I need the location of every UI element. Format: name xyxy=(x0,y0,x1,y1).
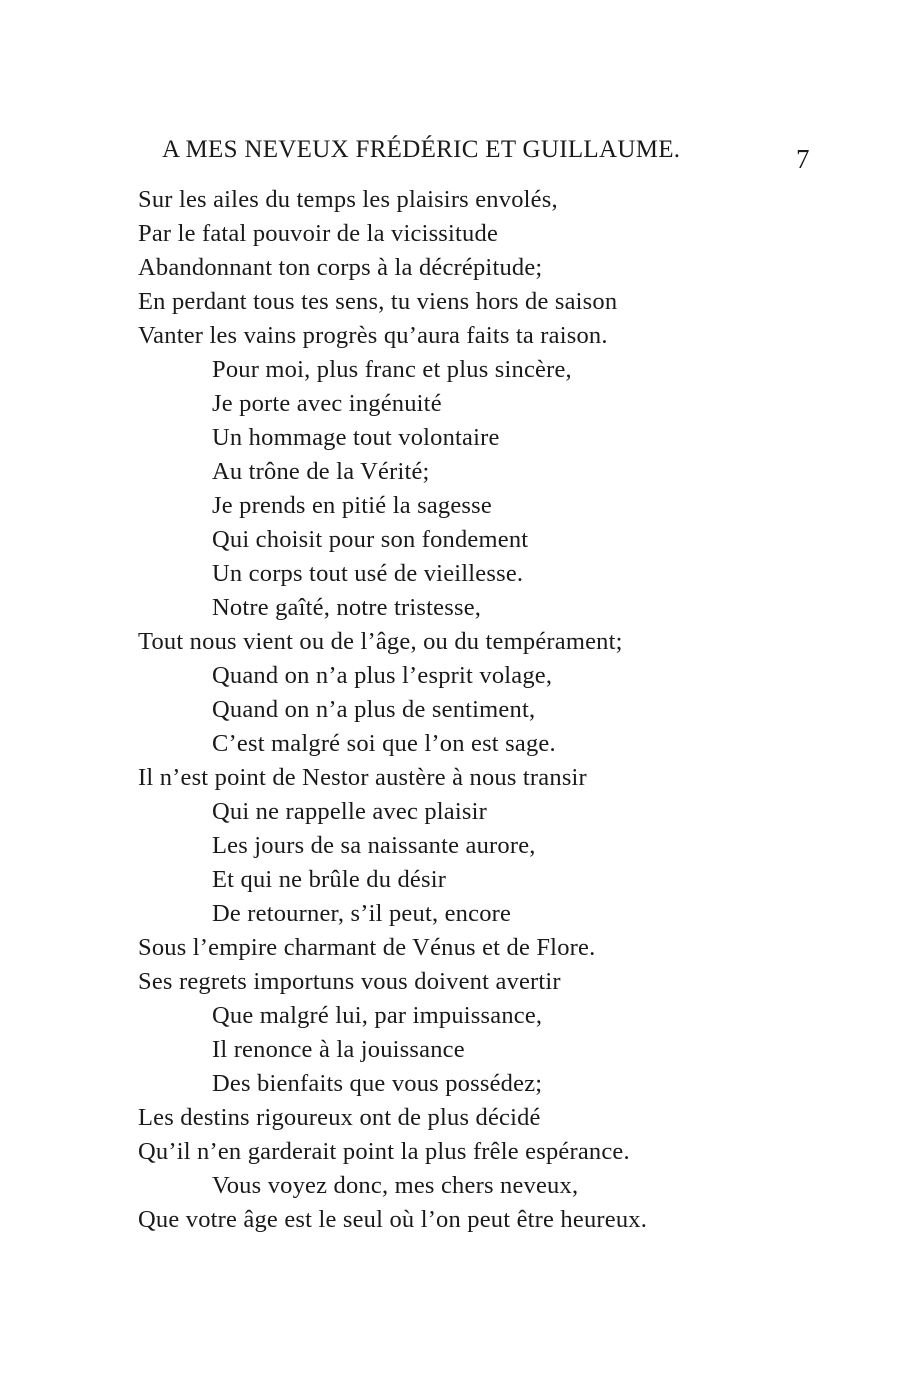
poem-line: Qu’il n’en garderait point la plus frêle espérance. xyxy=(138,1138,630,1165)
poem-line: Les jours de sa naissante aurore, xyxy=(212,832,536,859)
poem-body xyxy=(138,183,838,1237)
poem-line: Les destins rigoureux ont de plus décidé xyxy=(138,1104,541,1131)
poem-line: Et qui ne brûle du désir xyxy=(212,866,447,893)
poem-line: Ses regrets importuns vous doivent avertir xyxy=(138,968,561,995)
poem-line: Qui ne rappelle avec plaisir xyxy=(212,798,487,825)
poem-line: Je prends en pitié la sagesse xyxy=(212,492,492,519)
poem-line: Quand on n’a plus de sentiment, xyxy=(212,696,536,723)
poem-line: Que malgré lui, par impuissance, xyxy=(212,1002,543,1029)
poem-line: Au trône de la Vérité; xyxy=(212,458,430,485)
poem-line: Il renonce à la jouissance xyxy=(212,1036,465,1063)
poem-line: En perdant tous tes sens, tu viens hors de saison xyxy=(138,288,618,315)
poem-line: Notre gaîté, notre tristesse, xyxy=(212,594,482,621)
poem-line: Tout nous vient ou de l’âge, ou du tempérament; xyxy=(138,628,623,655)
poem-line: Par le fatal pouvoir de la vicissitude xyxy=(138,220,499,247)
poem-line: Qui choisit pour son fondement xyxy=(212,526,529,553)
poem-line: Il n’est point de Nestor austère à nous transir xyxy=(138,764,587,791)
poem-line: Vanter les vains progrès qu’aura faits ta raison. xyxy=(138,322,608,349)
running-title: A MES NEVEUX FRÉDÉRIC ET GUILLAUME. xyxy=(162,136,681,163)
poem-line: Abandonnant ton corps à la décrépitude; xyxy=(138,254,543,281)
poem-line: Sous l’empire charmant de Vénus et de Flore. xyxy=(138,934,596,961)
poem-line: Je porte avec ingénuité xyxy=(212,390,442,417)
poem-line: Pour moi, plus franc et plus sincère, xyxy=(212,356,572,383)
poem-line: Des bienfaits que vous possédez; xyxy=(212,1070,543,1097)
poem-line: C’est malgré soi que l’on est sage. xyxy=(212,730,556,757)
page-header xyxy=(0,136,900,172)
poem-line: Que votre âge est le seul où l’on peut être heureux. xyxy=(138,1206,648,1233)
poem-line: Un corps tout usé de vieillesse. xyxy=(212,560,524,587)
poem-line: De retourner, s’il peut, encore xyxy=(212,900,512,927)
page-number: 7 xyxy=(796,144,810,174)
poem-line: Sur les ailes du temps les plaisirs envolés, xyxy=(138,186,558,213)
poem-line: Vous voyez donc, mes chers neveux, xyxy=(212,1172,579,1199)
poem-line: Un hommage tout volontaire xyxy=(212,424,500,451)
poem-line: Quand on n’a plus l’esprit volage, xyxy=(212,662,553,689)
